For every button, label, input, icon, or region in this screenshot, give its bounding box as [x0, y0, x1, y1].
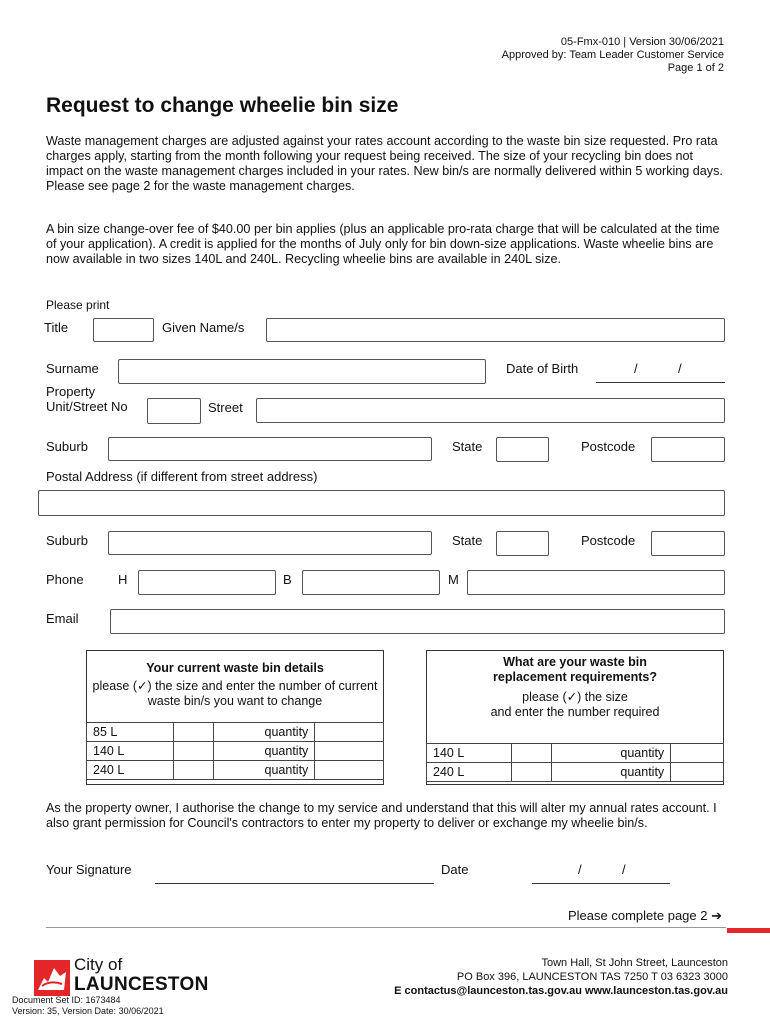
postal-postcode-input[interactable]	[651, 531, 725, 556]
postal-suburb-label: Suburb	[46, 533, 88, 548]
postcode-input[interactable]	[651, 437, 725, 462]
logo-launceston: LAUNCESTON	[74, 974, 209, 995]
quantity-input-85[interactable]	[315, 723, 384, 742]
tick-cell-140[interactable]	[173, 742, 213, 761]
given-names-label: Given Name/s	[162, 320, 245, 335]
dob-label: Date of Birth	[506, 361, 579, 376]
title-input[interactable]	[93, 318, 154, 342]
postal-state-input[interactable]	[496, 531, 549, 556]
state-label: State	[452, 439, 483, 454]
council-logo	[34, 955, 209, 998]
quantity-label: quantity	[213, 761, 315, 780]
street-label: Street	[208, 400, 243, 415]
bin-size-cell: 140 L	[87, 742, 174, 761]
replacement-bins-table	[426, 743, 724, 782]
quantity-input-140[interactable]	[315, 742, 384, 761]
approval-line: Approved by: Team Leader Customer Service	[501, 49, 724, 61]
phone-business-input[interactable]	[302, 570, 440, 595]
logo-emblem-icon	[34, 960, 70, 996]
current-bins-instructions: please (✓) the size and enter the number of current waste bin/s you want to change	[92, 679, 378, 708]
quantity-label: quantity	[551, 763, 671, 782]
quantity-input-new-240[interactable]	[671, 763, 724, 782]
document-header	[502, 36, 724, 75]
phone-label: Phone	[46, 572, 84, 587]
date-line[interactable]	[532, 883, 670, 884]
postal-state-label: State	[452, 533, 483, 548]
surname-input[interactable]	[118, 359, 486, 384]
postcode-label: Postcode	[581, 439, 636, 454]
bin-size-cell: 140 L	[427, 744, 512, 763]
property-label-line1: Property	[46, 384, 96, 399]
email-input[interactable]	[110, 609, 725, 634]
table-row	[87, 761, 384, 780]
current-bins-title: Your current waste bin details	[146, 661, 324, 675]
page-number: Page 1 of 2	[667, 62, 724, 74]
tick-cell-240[interactable]	[173, 761, 213, 780]
tick-cell-85[interactable]	[173, 723, 213, 742]
quantity-input-240[interactable]	[315, 761, 384, 780]
date-slash-2: /	[622, 862, 626, 877]
date-slash-1: /	[578, 862, 582, 877]
form-code: 05-Fmx-010 | Version 30/06/2021	[560, 36, 724, 48]
phone-home-label: H	[118, 572, 128, 587]
phone-mobile-input[interactable]	[467, 570, 725, 595]
table-row	[87, 723, 384, 742]
title-label: Title	[44, 320, 69, 335]
property-label-line2: Unit/Street No	[46, 399, 128, 414]
suburb-label: Suburb	[46, 439, 88, 454]
quantity-input-new-140[interactable]	[671, 744, 724, 763]
table-row	[427, 744, 724, 763]
surname-label: Surname	[46, 361, 99, 376]
quantity-label: quantity	[213, 742, 315, 761]
dob-input-line[interactable]	[596, 382, 725, 383]
postal-address-input[interactable]	[38, 490, 725, 516]
phone-mobile-label: M	[448, 572, 459, 587]
accent-bar	[727, 928, 770, 933]
replacement-title-line1: What are your waste bin	[503, 655, 647, 669]
page-title: Request to change wheelie bin size	[46, 94, 399, 117]
street-input[interactable]	[256, 398, 725, 423]
suburb-input[interactable]	[108, 437, 432, 461]
footer-divider	[46, 927, 726, 928]
address-line3: E contactus@launceston.tas.gov.au www.launceston.tas.gov.au	[394, 985, 728, 997]
please-print-note: Please print	[46, 298, 110, 312]
intro-paragraph-1: Waste management charges are adjusted against your rates account according to the waste bin size requested. Pro rata charges apply, starting from the month following your request being received. The size of your recycling bin does not impact on the waste management charges included in your rates. New bin/s are normally delivered within 5 working days. Please see page 2 for the waste management charges.	[46, 134, 723, 193]
dob-slash-1: /	[634, 361, 638, 376]
bin-size-cell: 240 L	[427, 763, 512, 782]
signature-line[interactable]	[155, 883, 434, 884]
replacement-title-line2: replacement requirements?	[493, 670, 657, 684]
phone-home-input[interactable]	[138, 570, 276, 595]
replacement-instructions-line1: please (✓) the size	[522, 690, 628, 704]
next-page-note: Please complete page 2 ➔	[568, 908, 722, 923]
table-row	[427, 763, 724, 782]
document-footer	[12, 995, 164, 1017]
bin-size-cell: 85 L	[87, 723, 174, 742]
quantity-label: quantity	[213, 723, 315, 742]
address-line2: PO Box 396, LAUNCESTON TAS 7250 T 03 6323 3000	[456, 971, 728, 983]
bin-size-cell: 240 L	[87, 761, 174, 780]
postal-postcode-label: Postcode	[581, 533, 636, 548]
document-set-id: Document Set ID: 1673484	[12, 995, 121, 1005]
date-label: Date	[441, 862, 469, 877]
postal-address-label: Postal Address (if different from street address)	[46, 469, 318, 484]
signature-label: Your Signature	[46, 862, 132, 877]
council-address	[394, 956, 728, 998]
replacement-instructions-line2: and enter the number required	[490, 705, 660, 719]
table-row	[87, 742, 384, 761]
given-names-input[interactable]	[266, 318, 725, 342]
dob-slash-2: /	[678, 361, 682, 376]
tick-cell-new-240[interactable]	[511, 763, 551, 782]
current-bins-table	[86, 722, 384, 780]
unit-street-no-input[interactable]	[147, 398, 201, 424]
document-version: Version: 35, Version Date: 30/06/2021	[12, 1006, 164, 1016]
postal-suburb-input[interactable]	[108, 531, 432, 555]
intro-paragraph-2: A bin size change-over fee of $40.00 per bin applies (plus an applicable pro-rata charge that will be calculated at the time of your application). A credit is applied for the months of July only for bin down-size applications. Waste wheelie bins are now available in two sizes 140L and 240L. Recycling wheelie bins are available in 240L size.	[46, 222, 720, 266]
quantity-label: quantity	[551, 744, 671, 763]
authorisation-statement: As the property owner, I authorise the change to my service and understand that this will alter my annual rates account. I also grant permission for Council's contractors to enter my property to deliver or exchange my wheelie bin/s.	[46, 801, 717, 830]
tick-cell-new-140[interactable]	[511, 744, 551, 763]
phone-business-label: B	[283, 572, 292, 587]
state-input[interactable]	[496, 437, 549, 462]
property-label	[46, 384, 128, 414]
logo-city-of: City of	[74, 955, 123, 974]
address-line1: Town Hall, St John Street, Launceston	[541, 957, 728, 969]
email-label: Email	[46, 611, 79, 626]
